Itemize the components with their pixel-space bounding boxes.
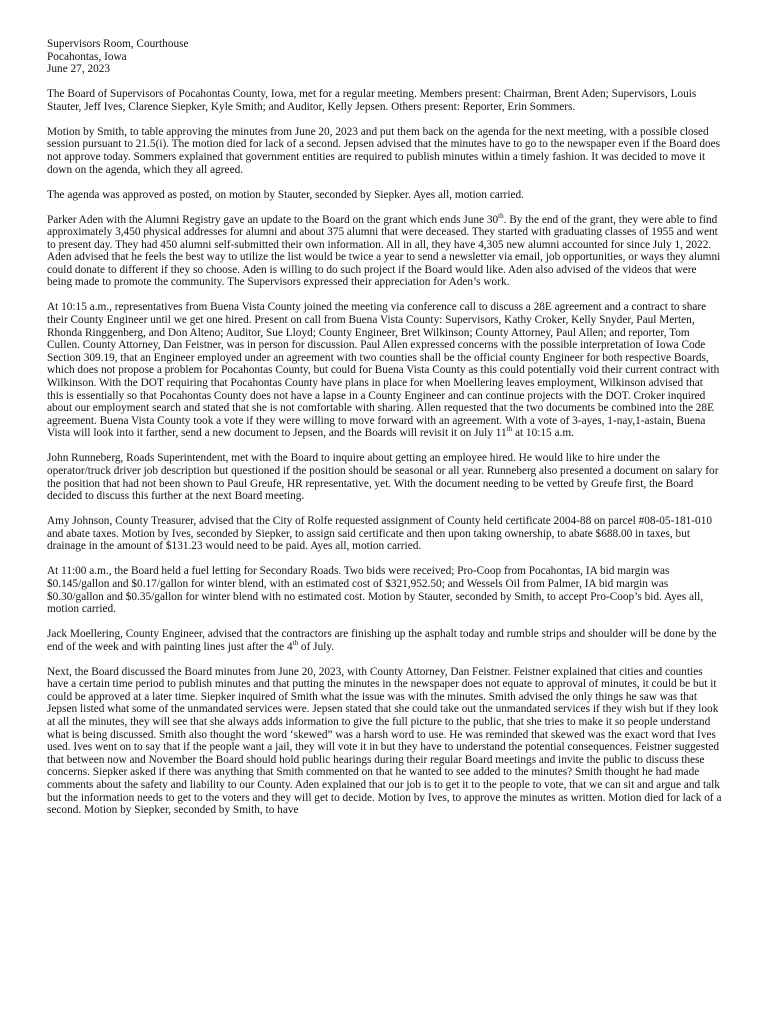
document-header [47, 38, 722, 76]
text-run: of July. [298, 640, 335, 653]
header-date: June 27, 2023 [47, 63, 111, 76]
text-run: At 10:15 a.m., representatives from Buena Vista County joined the meeting via conference call to discuss a 28E agreement and a contract to share their County Engineer until we get one hired. Present on call from Buena Vista County: Supervisors, Kathy Croker, Kelly Snyder, Paul Merten, Rhonda Ringgenberg, and Don Alteno; Auditor, Sue Lloyd; County Engineer, Bret Wilkinson; County Attorney, Paul Allen; and reporter, Tom Cullen. County Attorney, Dan Feistner, was in person for discussion. Paul Allen expressed concerns with the possible interpretation of Iowa Code Section 309.19, that an Engineer employed under an agreement with two counties shall be the official county Engineer for both respective Boards, which does not propose a problem for Pocahontas County, but could for Buena Vista County as this could potentially void their current contract with Wilkinson. With the DOT requiring that Pocahontas County have plans in place for when Moellering leaves employment, Wilkinson advised that this is essentially so that Pocahontas County does not have a lapse in a County Engineer and can continue projects with the DOT. Croker inquired about our employment search and stated that she is not comfortable with sharing. Allen requested that the two documents be combined into the 28E agreement. Buena Vista County took a vote if they were willing to move forward with an agreement. With a vote of 3-ayes, 1-nay,1-astain, Buena Vista will look into it farther, send a new document to Jepsen, and the Boards will revisit it on July 11 [47, 301, 720, 440]
header-location: Supervisors Room, Courthouse [47, 38, 189, 50]
paragraph-county-engineer [47, 628, 722, 653]
text-run: at 10:15 a.m. [512, 427, 574, 440]
paragraph-attendance: The Board of Supervisors of Pocahontas County, Iowa, met for a regular meeting. Members present: Chairman, Brent Aden; Supervisors, Louis Stauter, Jeff Ives, Clarence Siepker, Kyle Smith; and Auditor, Kelly Jepsen. Others present: Reporter, Erin Sommers. [47, 88, 697, 113]
superscript: th [498, 211, 504, 220]
superscript: th [506, 425, 513, 434]
paragraph-agenda: The agenda was approved as posted, on motion by Stauter, seconded by Siepker. Ayes all, motion carried. [47, 188, 524, 201]
paragraph-buena-vista [47, 301, 722, 440]
superscript: th [292, 638, 299, 647]
text-run: . By the end of the grant, they were able to find approximately 3,450 physical addresses for alumni and about 375 alumni that were deceased. They started with graduating classes of 1955 and went to present day. They had 450 alumni self-submitted their own information. All in all, they have 4,305 new alumni accounted for since July 1, 2022. Aden advised that he feels the best way to utilize the list would be twice a year to send a newsletter via email, job opportunities, or ways they alumni could donate to different if they so choose. Aden is willing to do such project if the Board would like. Aden also advised of the videos that were being made to promote the community. The Supervisors expressed their appreciation for Aden’s work. [47, 213, 721, 289]
paragraph-minutes-discussion: Next, the Board discussed the Board minutes from June 20, 2023, with County Attorney, Dan Feistner. Feistner explained that cities and counties have a certain time period to publish minutes and that putting the minutes in the newspaper does not equate to approval of minutes, it could be but it could be approved at a later time. Siepker inquired of Smith what the issue was with the minutes. Smith advised the only things he saw was that Jepsen listed what some of the unmandated services were. Jepsen stated that she could take out the unmandated services if they wish but if they look at all the minutes, they will see that she always adds information to give the full picture to the public, that she tries to make it so people understand what is being discussed. Smith also thought the word ‘skewed” was a harsh word to use. He was reminded that skewed was the exact word that Ives used. Ives went on to say that if the people want a jail, they will vote it in but they have to understand the potential consequences. Feistner suggested that between now and November the Board should hold public hearings during their regular Board meetings and invite the public to discuss these concerns. Siepker asked if there was anything that Smith commented on that he wanted to see added to the minutes? Smith thought he had made comments about the safety and liability to our County. Aden explained that our job is to get it to the people to vote, that we can sit and argue and talk but the information needs to get to the voters and they will get to decide. Motion by Ives, to approve the minutes as written. Motion died for lack of a second. Motion by Siepker, seconded by Smith, to have [47, 665, 722, 817]
text-run: Parker Aden with the Alumni Registry gave an update to the Board on the grant which ends June 30 [47, 213, 499, 226]
paragraph-treasurer: Amy Johnson, County Treasurer, advised that the City of Rolfe requested assignment of County held certificate 2004-88 on parcel #08-05-181-010 and abate taxes. Motion by Ives, seconded by Siepker, to assign said certificate and then upon taking ownership, to abate $688.00 in taxes, but drainage in the amount of $131.23 would need to be paid. Ayes all, motion carried. [47, 515, 712, 553]
header-city: Pocahontas, Iowa [47, 50, 127, 63]
paragraph-minutes-motion: Motion by Smith, to table approving the minutes from June 20, 2023 and put them back on the agenda for the next meeting, with a possible closed session pursuant to 21.5(i). The motion died for lack of a second. Jepsen advised that the minutes have to go to the newspaper even if the Board does not approve today. Sommers explained that government entities are required to publish minutes within a timely fashion. It was decided to move it down on the agenda, which they all agreed. [47, 125, 721, 176]
paragraph-alumni-registry [47, 211, 722, 290]
paragraph-roads-superintendent: John Runneberg, Roads Superintendent, met with the Board to inquire about getting an employee hired. He would like to hire under the operator/truck driver job description but questioned if the position should be seasonal or all year. Runneberg also presented a document on salary for the position that had not been shown to Paul Greufe, HR representative, yet. With the document needing to be vetted by Greufe first, the Board decided to discuss this further at the next Board meeting. [47, 452, 719, 503]
paragraph-fuel-letting: At 11:00 a.m., the Board held a fuel letting for Secondary Roads. Two bids were received; Pro-Coop from Pocahontas, IA bid margin was $0.145/gallon and $0.17/gallon for winter blend, with an estimated cost of $321,952.50; and Wessels Oil from Palmer, IA bid margin was $0.30/gallon and $0.35/gallon for winter blend with no estimated cost. Motion by Stauter, seconded by Smith, to accept Pro-Coop’s bid. Ayes all, motion carried. [47, 565, 704, 616]
text-run: Jack Moellering, County Engineer, advised that the contractors are finishing up the asphalt today and rumble strips and shoulder will be done by the end of the week and with painting lines just after the 4 [47, 628, 717, 653]
